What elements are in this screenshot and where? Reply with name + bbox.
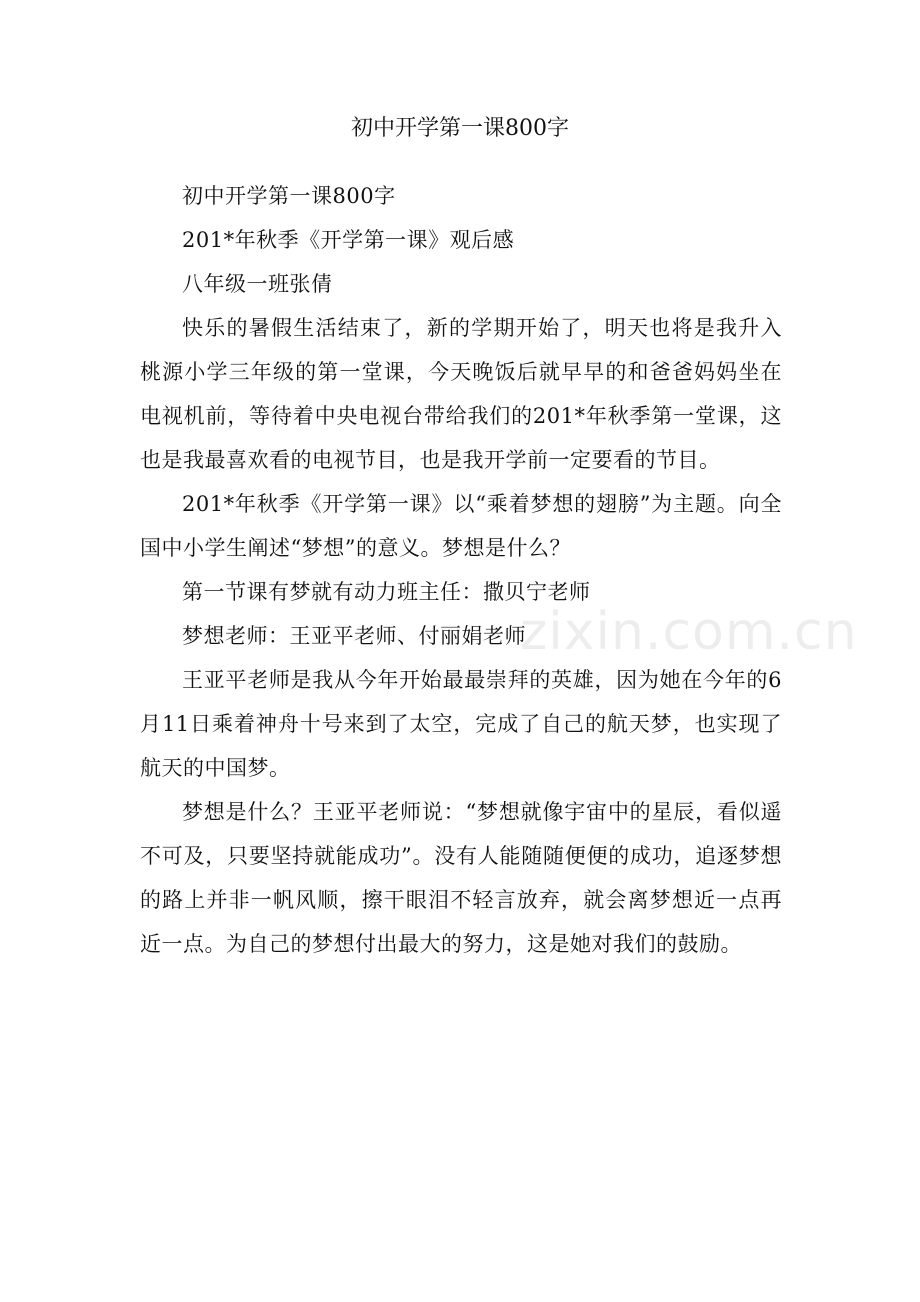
paragraph-teachers: 梦想老师：王亚平老师、付丽娟老师 (182, 624, 526, 648)
paragraph-author: 八年级一班张倩 (182, 272, 333, 296)
document-title: 初中开学第一课800字 (351, 116, 569, 141)
paragraph-theme: 201*年秋季《开学第一课》以“乘着梦想的翅膀”为主题。向全国中小学生阐述“梦想”的意义。梦想是什么？ (140, 492, 782, 560)
paragraph-dream: 梦想是什么？王亚平老师说：“梦想就像宇宙中的星辰，看似遥不可及，只要坚持就能成功”。没有人能随随便便的成功，追逐梦想的路上并非一帆风顺，擦干眼泪不轻言放弃，就会离梦想近一点再近一点。为自己的梦想付出最大的努力，这是她对我们的鼓励。 (140, 800, 782, 956)
paragraph-first-lesson: 第一节课有梦就有动力班主任：撒贝宁老师 (182, 580, 591, 604)
paragraph-wang-yaping: 王亚平老师是我从今年开始最最崇拜的英雄，因为她在今年的6月11日乘着神舟十号来到了太空，完成了自己的航天梦，也实现了航天的中国梦。 (140, 668, 782, 780)
document-body (140, 174, 782, 966)
paragraph-subtitle: 初中开学第一课800字 (182, 184, 396, 208)
watermark: zixin.com.cn (520, 602, 858, 662)
paragraph-intro: 快乐的暑假生活结束了，新的学期开始了，明天也将是我升入桃源小学三年级的第一堂课，今天晚饭后就早早的和爸爸妈妈坐在电视机前，等待着中央电视台带给我们的201*年秋季第一堂课，这也是我最喜欢看的电视节目，也是我开学前一定要看的节目。 (140, 316, 782, 472)
paragraph-essay-title: 201*年秋季《开学第一课》观后感 (182, 228, 515, 252)
